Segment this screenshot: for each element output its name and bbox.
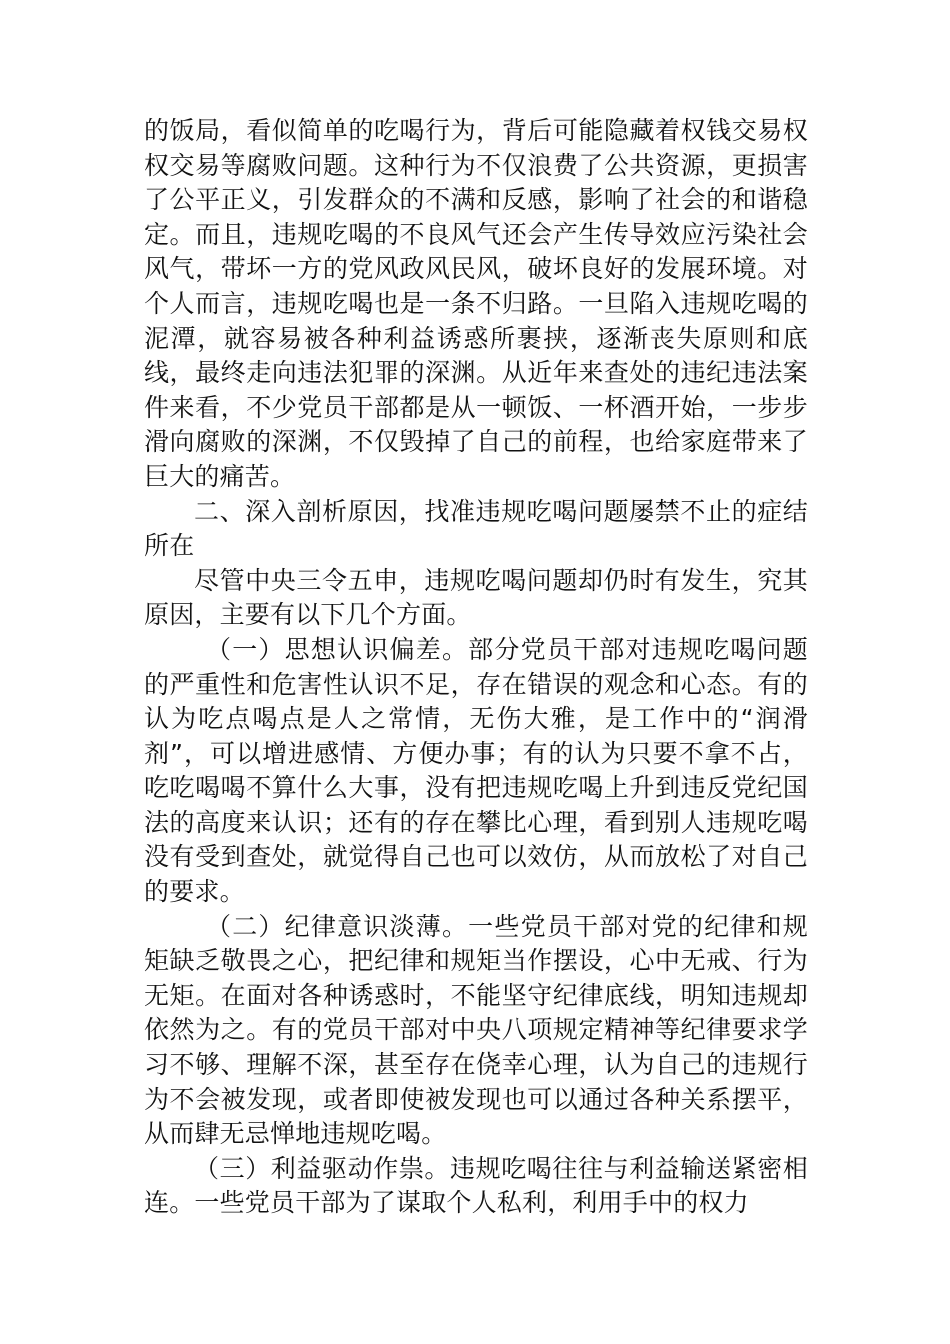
- subsection-paragraph: （一）思想认识偏差。部分党员干部对违规吃喝问题的严重性和危害性认识不足，存在错误的观念和心态。有的认为吃点喝点是人之常情，无伤大雅，是工作中的“润滑剂”，可以增进感情、方便办事；有的认为只要不拿不占，吃吃喝喝不算什么大事，没有把违规吃喝上升到违反党纪国法的高度来认识；还有的存在攀比心理，看到别人违规吃喝没有受到查处，就觉得自己也可以效仿，从而放松了对自己的要求。: [144, 634, 808, 907]
- body-paragraph: 的饭局，看似简单的吃喝行为，背后可能隐藏着权钱交易权权交易等腐败问题。这种行为不仅浪费了公共资源，更损害了公平正义，引发群众的不满和反感，影响了社会的和谐稳定。而且，违规吃喝的不良风气还会产生传导效应污染社会风气，带坏一方的党风政风民风，破坏良好的发展环境。对个人而言，违规吃喝也是一条不归路。一旦陷入违规吃喝的泥潭，就容易被各种利益诱惑所裹挟，逐渐丧失原则和底线，最终走向违法犯罪的深渊。从近年来查处的违纪违法案件来看，不少党员干部都是从一顿饭、一杯酒开始，一步步滑向腐败的深渊，不仅毁掉了自己的前程，也给家庭带来了巨大的痛苦。: [144, 116, 808, 491]
- subsection-paragraph: （二）纪律意识淡薄。一些党员干部对党的纪律和规矩缺乏敬畏之心，把纪律和规矩当作摆设，心中无戒、行为无矩。在面对各种诱惑时，不能坚守纪律底线，明知违规却依然为之。有的党员干部对中央八项规定精神等纪律要求学习不够、理解不深，甚至存在侥幸心理，认为自己的违规行为不会被发现，或者即使被发现也可以通过各种关系摆平，从而肆无忌惮地违规吃喝。: [144, 911, 808, 1149]
- body-paragraph: 尽管中央三令五申，违规吃喝问题却仍时有发生，究其原因，主要有以下几个方面。: [144, 565, 808, 630]
- subsection-paragraph: （三）利益驱动作祟。违规吃喝往往与利益输送紧密相连。一些党员干部为了谋取个人私利，利用手中的权力: [144, 1153, 808, 1218]
- document-page: [144, 114, 808, 1221]
- section-heading: 二、深入剖析原因，找准违规吃喝问题屡禁不止的症结所在: [144, 496, 808, 561]
